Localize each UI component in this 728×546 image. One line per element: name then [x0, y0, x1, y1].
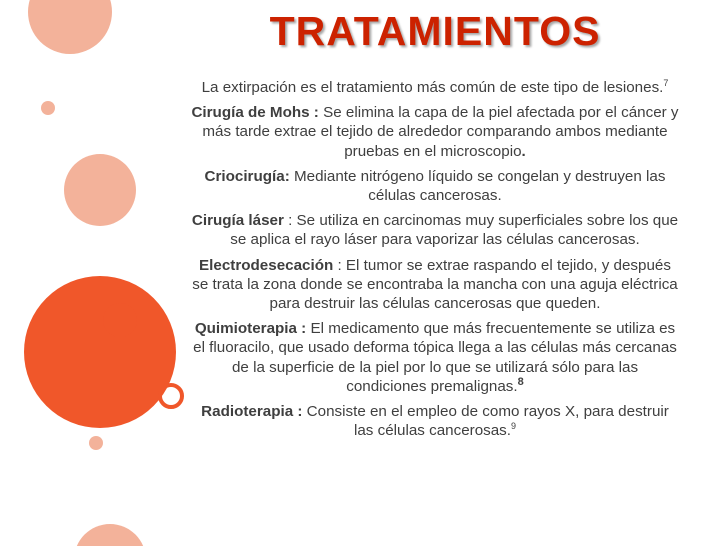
treatment-electrodesecacion — [190, 256, 680, 314]
treatment-criocirugia — [190, 167, 680, 205]
desc-mohs-period: . — [521, 142, 526, 160]
treatment-radioterapia — [190, 402, 680, 440]
circle-bottom-light — [74, 524, 146, 546]
treatment-mohs — [190, 103, 680, 161]
slide-content — [190, 78, 680, 446]
treatment-quimioterapia — [190, 319, 680, 396]
desc-criocirugia: Mediante nitrógeno líquido se congelan y destruyen las células cancerosas. — [289, 167, 666, 205]
treatment-laser — [190, 211, 680, 249]
desc-radioterapia: Consiste en el empleo de como rayos X, para destruir las células cancerosas. — [302, 403, 669, 440]
circle-top-light — [28, 0, 112, 54]
term-quimioterapia: Quimioterapia : — [194, 320, 307, 338]
desc-electrodesecacion: : El tumor se extrae raspando el tejido, y después se trata la zona donde se encontraba la mancha con una aguja eléctrica para destruir las células cancerosas que queden. — [192, 256, 678, 313]
circle-small-light — [41, 101, 55, 115]
reference-8: 8 — [517, 375, 524, 388]
desc-laser: : Se utiliza en carcinomas muy superficiales sobre los que se aplica el rayo láser para vaporizar las células cancerosas. — [230, 212, 679, 249]
term-laser: Cirugía láser — [191, 212, 284, 230]
reference-7: 7 — [663, 77, 669, 88]
decorative-circles — [0, 0, 190, 546]
slide-title: TRATAMIENTOS — [269, 8, 601, 54]
desc-mohs: Se elimina la capa de la piel afectada por el cáncer y más tarde extrae el tejido de alrededor comparando ambos mediante pruebas en el microscopio — [202, 104, 679, 160]
circle-large-orange — [24, 276, 176, 428]
intro-text: La extirpación es el tratamiento más común de este tipo de lesiones. — [201, 79, 664, 96]
term-criocirugia: Criocirugía: — [204, 167, 290, 185]
term-mohs: Cirugía de Mohs : — [191, 104, 319, 122]
reference-9: 9 — [511, 421, 517, 432]
term-electrodesecacion: Electrodesecación — [199, 256, 334, 274]
term-radioterapia: Radioterapia : — [201, 403, 303, 421]
circle-mid-light — [64, 154, 136, 226]
desc-quimioterapia: El medicamento que más frecuentemente se utiliza es el fluoracilo, que usado deforma tópica llega a las células más cercanas de la superficie de la piel por lo que se utilizará sólo para las condiciones premalignas. — [193, 320, 677, 395]
circle-orange-small — [103, 303, 137, 337]
circle-ring — [160, 385, 182, 407]
intro-paragraph — [190, 78, 680, 97]
circle-dot-light — [89, 436, 103, 450]
